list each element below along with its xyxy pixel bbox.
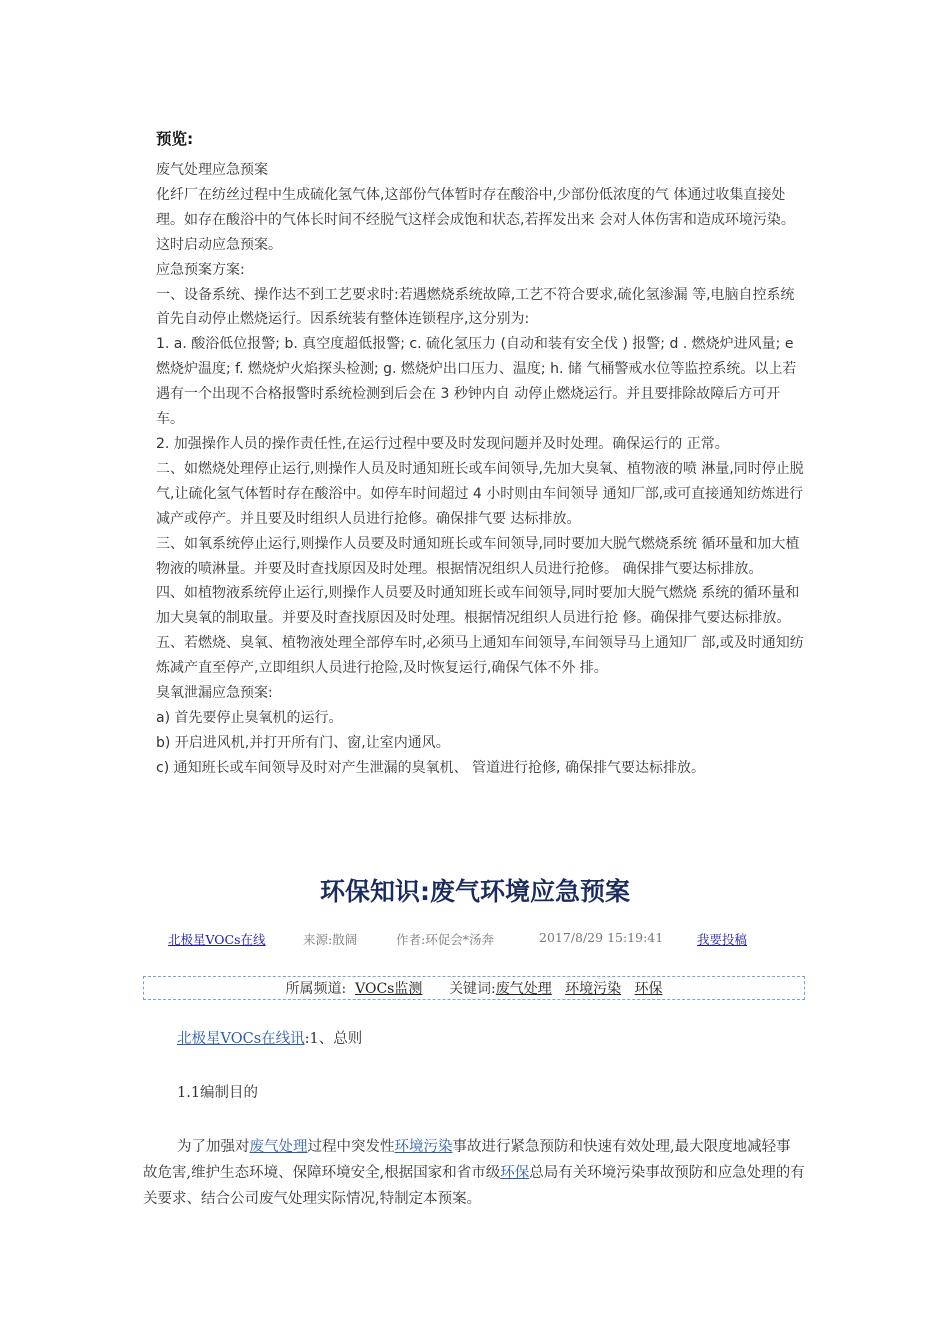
preview-line: 一、设备系统、操作达不到工艺要求时:若遇燃烧系统故障,工艺不符合要求,硫化氢渗漏 等,电脑自控系统首先自动停止燃烧运行。因系统装有整体连锁程序,这分别为: (156, 286, 795, 328)
paragraph-text: 事故进行紧急预防和快速有效处理,最大限度地减轻事故危害,维护生态环境、保障环境安全,根据国家和省市级 (143, 1139, 791, 1181)
preview-line: 四、如植物液系统停止运行,则操作人员要及时通知班长或车间领导,同时要加大脱气燃烧 系统的循环量和加大臭氧的制取量。并要及时查找原因及时处理。根据情况组织人员进行抢 修。确保排气要达标排放。 (156, 585, 800, 627)
intro-line (143, 1026, 805, 1052)
timestamp: 2017/8/29 15:19:41 (539, 930, 664, 945)
source-text: 来源:散阔 (303, 932, 358, 947)
site-link[interactable]: 北极星VOCs在线 (168, 932, 266, 947)
preview-line: 三、如氧系统停止运行,则操作人员要及时通知班长或车间领导,同时要加大脱气燃烧系统 循环量和加大植物液的喷淋量。并要及时查找原因及时处理。根据情况组织人员进行抢修。 确保排气要达标排放。 (156, 535, 800, 577)
channel-link[interactable]: VOCs监测 (355, 981, 423, 997)
paragraph-text: 为了加强对 (177, 1139, 250, 1155)
preview-line: 五、若燃烧、臭氧、植物液处理全部停车时,必须马上通知车间领导,车间领导马上通知厂 部,或及时通知纺炼减产直至停产,立即组织人员进行抢险,及时恢复运行,确保气体不外 排。 (156, 635, 804, 677)
keyword-link[interactable]: 环保 (500, 1165, 530, 1181)
preview-heading: 预览: (156, 130, 194, 148)
keyword-link[interactable]: 废气处理 (249, 1139, 308, 1155)
paragraph-text: 总局有关环境污染事故预防和应急处理的有关要求、结合公司废气处理实际情况,特制定本预案。 (143, 1165, 805, 1207)
preview-line: 化纤厂在纺丝过程中生成硫化氢气体,这部份气体暂时存在酸浴中,少部份低浓度的气 体通过收集直接处理。如存在酸浴中的气体长时间不经脱气这样会成饱和状态,若挥发出来 会对人体伤害和造成环境污染。这时启动应急预案。 (156, 186, 795, 253)
preview-line: 1. a. 酸浴低位报警; b. 真空度超低报警; c. 硫化氢压力 (自动和装有安全伐 ) 报警; d . 燃烧炉进风量; e 燃烧炉温度; f. 燃烧炉火焰探头检测; g. 燃烧炉出口压力、温度; h. 储 气桶警戒水位等监控系统。以上若遇有一个出现不合格报警时系统检测到后会在 3 秒钟内自 动停止燃烧运行。并且要排除故障后方可开车。 (156, 336, 797, 428)
article-body (143, 1026, 805, 1212)
keywords-label: 关键词: (449, 981, 496, 997)
submit-link[interactable]: 我要投稿 (697, 932, 748, 947)
paragraph-text: 过程中突发性 (307, 1139, 395, 1155)
channel-box (143, 976, 805, 1000)
preview-line: 二、如燃烧处理停止运行,则操作人员及时通知班长或车间领导,先加大臭氧、植物液的喷 淋量,同时停止脱气,让硫化氢气体暂时存在酸浴中。如停车时间超过 4 小时则由车间领导 通知厂部,或可直接通知纺炼进行减产或停产。并且要及时组织人员进行抢修。确保排气要 达标排放。 (156, 460, 804, 527)
preview-body (156, 158, 808, 781)
preview-line: 臭氧泄漏应急预案: (156, 685, 273, 702)
preview-line: a) 首先要停止臭氧机的运行。 (156, 709, 343, 726)
author-text: 作者:环促会*汤奔 (396, 932, 494, 947)
keyword-link[interactable]: 环境污染 (394, 1139, 453, 1155)
keyword-link[interactable]: 废气处理 (495, 981, 552, 997)
preview-line: 2. 加强操作人员的操作责任性,在运行过程中要及时发现问题并及时处理。确保运行的 正常。 (156, 435, 729, 452)
intro-text: :1、总则 (304, 1031, 363, 1047)
article-title: 环保知识:废气环境应急预案 (320, 877, 630, 906)
article-meta (168, 930, 788, 948)
keyword-link[interactable]: 环保 (634, 981, 663, 997)
preview-line: c) 通知班长或车间领导及时对产生泄漏的臭氧机、 管道进行抢修, 确保排气要达标排放。 (156, 759, 705, 776)
keyword-link[interactable]: 环境污染 (565, 981, 622, 997)
preview-line: 废气处理应急预案 (156, 162, 268, 178)
section-heading: 1.1编制目的 (177, 1085, 259, 1101)
intro-link[interactable]: 北极星VOCs在线讯 (177, 1031, 305, 1047)
preview-line: 应急预案方案: (156, 261, 245, 278)
channel-label: 所属频道: (285, 981, 347, 997)
preview-line: b) 开启进风机,并打开所有门、窗,让室内通风。 (156, 734, 450, 751)
paragraph (143, 1134, 805, 1212)
